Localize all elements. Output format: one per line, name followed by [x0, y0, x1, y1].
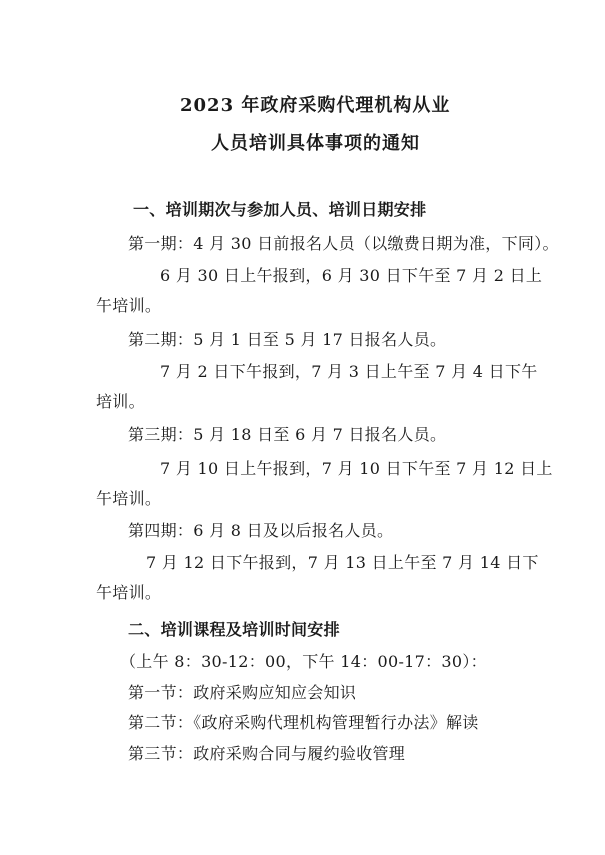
document-title-line1: 2023 年政府采购代理机构从业	[180, 95, 451, 116]
period3-label: 第三期：5 月 18 日至 6 月 7 日报名人员。	[128, 425, 447, 444]
period1-label: 第一期：4 月 30 日前报名人员（以缴费日期为准，下同）。	[128, 234, 559, 253]
period3-schedule-line2: 午培训。	[96, 489, 162, 508]
period1-schedule-line1: 6 月 30 日上午报到，6 月 30 日下午至 7 月 2 日上	[160, 266, 543, 285]
section1-heading: 一、培训期次与参加人员、培训日期安排	[133, 200, 427, 219]
period4-schedule-line2: 午培训。	[96, 583, 162, 602]
period2-schedule-line2: 培训。	[96, 392, 145, 411]
lesson2: 第二节：《政府采购代理机构管理暂行办法》解读	[128, 713, 479, 732]
period4-label: 第四期：6 月 8 日及以后报名人员。	[128, 521, 394, 540]
schedule-time-note: （上午 8：30-12：00，下午 14：00-17：30）：	[120, 652, 487, 671]
lesson3: 第三节：政府采购合同与履约验收管理	[128, 744, 406, 763]
period1-schedule-line2: 午培训。	[96, 296, 162, 315]
period2-schedule-line1: 7 月 2 日下午报到，7 月 3 日上午至 7 月 4 日下午	[160, 362, 538, 381]
document-title-line2: 人员培训具体事项的通知	[211, 133, 420, 154]
period2-label: 第二期：5 月 1 日至 5 月 17 日报名人员。	[128, 330, 447, 349]
lesson1: 第一节：政府采购应知应会知识	[128, 683, 357, 702]
period3-schedule-line1: 7 月 10 日上午报到，7 月 10 日下午至 7 月 12 日上	[160, 459, 553, 478]
period4-schedule-line1: 7 月 12 日下午报到，7 月 13 日上午至 7 月 14 日下	[146, 553, 539, 572]
section2-heading: 二、培训课程及培训时间安排	[128, 620, 340, 639]
